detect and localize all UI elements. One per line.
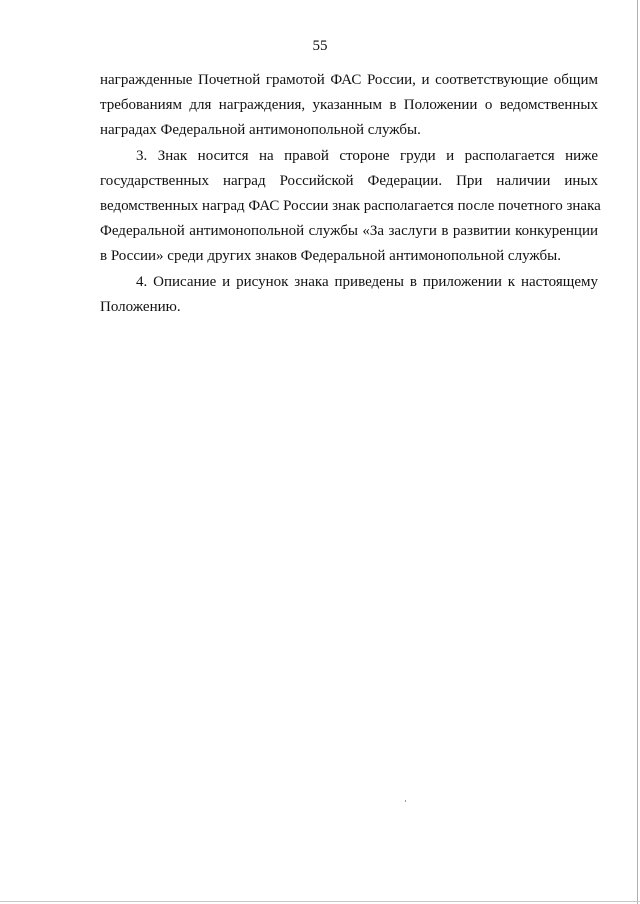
text-line: государственных наград Российской Федерации. При наличии иных: [100, 172, 598, 189]
page-number: 55: [312, 38, 328, 54]
paragraph-continuation: [100, 68, 598, 144]
text-line: в России» среди других знаков Федеральной антимонопольной службы.: [100, 248, 561, 265]
text-line: наградах Федеральной антимонопольной службы.: [100, 122, 421, 139]
text-line: 4. Описание и рисунок знака приведены в приложении к настоящему: [136, 273, 598, 290]
text-line: требованиям для награждения, указанным в Положении о ведомственных: [100, 97, 598, 114]
text-line: 3. Знак носится на правой стороне груди и располагается ниже: [136, 147, 598, 164]
document-body: [100, 68, 601, 320]
text-line: Федеральной антимонопольной службы «За заслуги в развитии конкуренции: [100, 223, 598, 240]
text-line: ведомственных наград ФАС России знак располагается после почетного знака: [100, 198, 601, 215]
text-line: Положению.: [100, 298, 181, 315]
text-line: награжденные Почетной грамотой ФАС России, и соответствующие общим: [100, 72, 598, 88]
scan-edge-right: [637, 0, 638, 904]
paragraph-item-3: [100, 144, 601, 270]
scan-speck: [405, 800, 406, 802]
paragraph-item-4: [100, 270, 598, 320]
scan-edge-bottom: [0, 901, 640, 902]
